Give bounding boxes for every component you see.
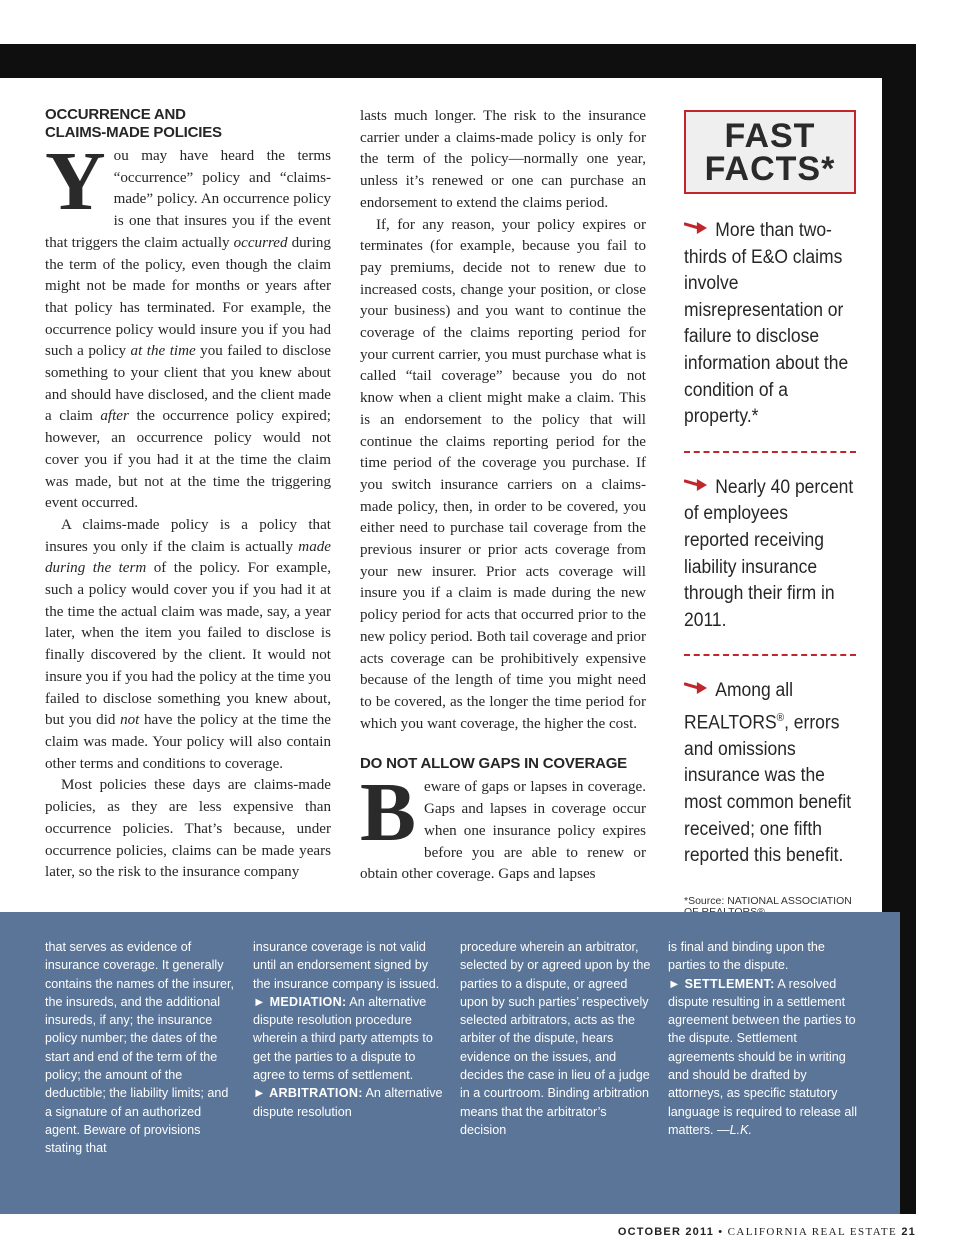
paragraph-claims-made-definition xyxy=(45,515,331,775)
fact-text-3b: , errors and omissions insurance was the most common benefit received; one fifth reported this benefit. xyxy=(684,712,852,867)
emphasis-made-during-term: made during the term xyxy=(45,538,331,577)
glossary-term-settlement: ► SETTLEMENT: xyxy=(668,976,775,991)
fast-facts-sidebar xyxy=(684,110,856,918)
footer-page-number: 21 xyxy=(901,1226,916,1238)
source-note: *Source: NATIONAL ASSOCIATION xyxy=(684,894,852,907)
dashed-separator xyxy=(684,451,856,453)
red-arrow-icon xyxy=(684,478,708,492)
glossary-panel xyxy=(0,912,900,1214)
emphasis-after: after xyxy=(100,408,129,425)
paragraph-risk-continued: lasts much longer. The risk to the insurance carrier under a claims-made policy is only for the term of the policy—normally one year, unless it’s renewed or one can purchase an endorsement to extend the claims period. xyxy=(360,108,646,211)
section-heading-gaps: DO NOT ALLOW GAPS IN COVERAGE xyxy=(360,755,627,773)
text-run: eware of gaps or lapses in coverage. Gaps and lapses in coverage occur when one insurance policy expires before you are able to renew or obtain other coverage. Gaps and lapses xyxy=(360,779,646,883)
red-arrow-icon xyxy=(684,681,708,695)
glossary-term-arbitration: ► ARBITRATION: xyxy=(253,1086,363,1101)
emphasis-not: not xyxy=(120,712,140,729)
fact-text-1: More than two-thirds of E&O claims involve misrepresentation or failure to disclose information about the condition of a property.* xyxy=(684,220,849,428)
text-run: ou may have heard the terms “occurrence” policy and “claims-made” policy. An occurrence policy is one that insures you if the event that triggers the claim actually xyxy=(45,148,331,251)
paragraph-most-policies: Most policies these days are claims-made policies, as they are less expensive than occurrence policies. That’s because, under occurrence policies, claims can be made years later, so the risk to the insurance company xyxy=(45,777,331,881)
footer-publication: CALIFORNIA REAL ESTATE xyxy=(727,1226,898,1238)
footer-date: OCTOBER 2011 xyxy=(617,1226,715,1238)
section-heading-occurrence xyxy=(45,106,331,142)
text-run: have the policy at the time the claim was made. Your policy will also contain other terms and conditions to coverage. xyxy=(45,712,331,772)
glossary-term-mediation: ► MEDIATION: xyxy=(253,994,347,1009)
text-run: insurance coverage is not valid until an endorsement signed by the insurance company is issued. xyxy=(253,940,440,991)
fact-text-2: Nearly 40 percent of employees reported receiving liability insurance through their firm in 2011. xyxy=(684,476,854,631)
article-column-1 xyxy=(45,106,331,884)
text-run: during the term of the policy, even though the claim might not be made for months or years after that policy has terminated. For example, the occurrence policy would insure you if you had such a policy xyxy=(45,234,331,360)
text-run: of the policy. For example, such a policy would cover you if you had it at the time the actual claim was made, say, a year later, when the item you failed to disclose is finally discovered by the client. It would not insure you if you had the policy at the time you failed to disclose something you knew about, but you did xyxy=(45,560,331,729)
text-run: An alternative dispute resolution procedure wherein a third party attempts to get the parties to a dispute to agree to terms of settlement. xyxy=(253,994,433,1083)
glossary-column-1 xyxy=(45,938,237,1158)
glossary-text xyxy=(253,938,445,1121)
fact-text-3a: Among all REALTORS xyxy=(684,680,794,734)
dashed-separator xyxy=(684,654,856,656)
fast-facts-title-line-1: FAST xyxy=(724,117,816,155)
paragraph-occurrence-definition xyxy=(45,135,331,515)
top-black-bar xyxy=(0,44,916,78)
fast-facts-title-box xyxy=(684,110,856,194)
text-run: An alternative dispute resolution xyxy=(253,1086,443,1119)
text-run: A resolved dispute resulting in a settlement agreement between the parties to the dispute. Settlement agreements should be in writing and should be drafted by attorneys, as specific statutory language is required to release all matters. xyxy=(668,976,858,1137)
registered-mark: ® xyxy=(776,711,785,724)
author-initials: —L.K. xyxy=(717,1122,752,1137)
paragraph-gaps xyxy=(360,766,646,886)
drop-cap-b: B xyxy=(360,766,417,860)
glossary-column-2 xyxy=(253,938,445,1121)
glossary-column-3 xyxy=(460,938,652,1139)
text-run: is final and binding upon the parties to the dispute. xyxy=(668,940,825,973)
footer-bullet: • xyxy=(718,1226,724,1238)
article-column-2 xyxy=(360,106,646,886)
text-run: you failed to disclose something to your client that you knew about and should have disclosed, and the client made a claim xyxy=(45,343,331,425)
emphasis-occurred: occurred xyxy=(233,234,288,251)
heading-line-1: OCCURRENCE AND xyxy=(45,106,186,123)
text-run: A claims-made policy is a policy that insures you only if the claim is actually xyxy=(45,516,331,555)
glossary-text: that serves as evidence of insurance coverage. It generally contains the names of the insurer, the insureds, and the additional insureds, if any; the insurance policy number; the dates of the start and end of the term of the policy; the amount of the deductible; the liability limits; and a signature of an authorized agent. Beware of provisions stating that xyxy=(45,940,235,1156)
text-run: the occurrence policy expired; however, an occurrence policy would not cover you if you had it at the time the claim was made, but not at the time the triggering event occurred. xyxy=(45,408,331,512)
glossary-text: procedure wherein an arbitrator, selected by or agreed upon by the parties to a dispute, or agreed upon by such parties’ respectively selected arbitrators, acts as the arbiter of the dispute, hears evidence on the issues, and decides the case in lieu of a judge in a courtroom. Binding arbitration means that the arbitrator’s decision xyxy=(460,940,651,1137)
paragraph-tail-coverage: If, for any reason, your policy expires or terminates (for example, because you fail to pay premiums, decide not to renew due to increased costs, change your position, or close your business) and you want to continue the coverage of the claims reporting period for your current carrier, you must purchase what is called “tail coverage” because you do not know when a client might make a claim. This is an endorsement to the policy that will continue the claims reporting period for the time period of the coverage you purchase. If you switch insurance carriers on a claims-made policy, then, in order to be covered, you either need to purchase tail coverage from the previous insurer or prior acts coverage from your new insurer. Prior acts coverage will insure you if a claim is made during the new policy period for acts that occurred prior to the new policy period. Both tail coverage and prior acts coverage can be prohibitively expensive because of the length of time you might need to be covered, as the longer the time period for which you want coverage, the higher the cost. xyxy=(360,216,646,732)
fact-item-3 xyxy=(684,678,857,869)
drop-cap-y: Y xyxy=(45,135,106,228)
glossary-text xyxy=(668,938,860,1139)
fact-item-1 xyxy=(684,218,857,431)
emphasis-at-the-time: at the time xyxy=(130,343,196,360)
page-footer xyxy=(618,1226,916,1238)
glossary-column-4 xyxy=(668,938,860,1139)
heading-line-2: CLAIMS-MADE POLICIES xyxy=(45,124,222,141)
red-arrow-icon xyxy=(684,221,708,235)
fact-item-2 xyxy=(684,475,857,635)
fast-facts-title-line-2: FACTS* xyxy=(704,150,836,188)
